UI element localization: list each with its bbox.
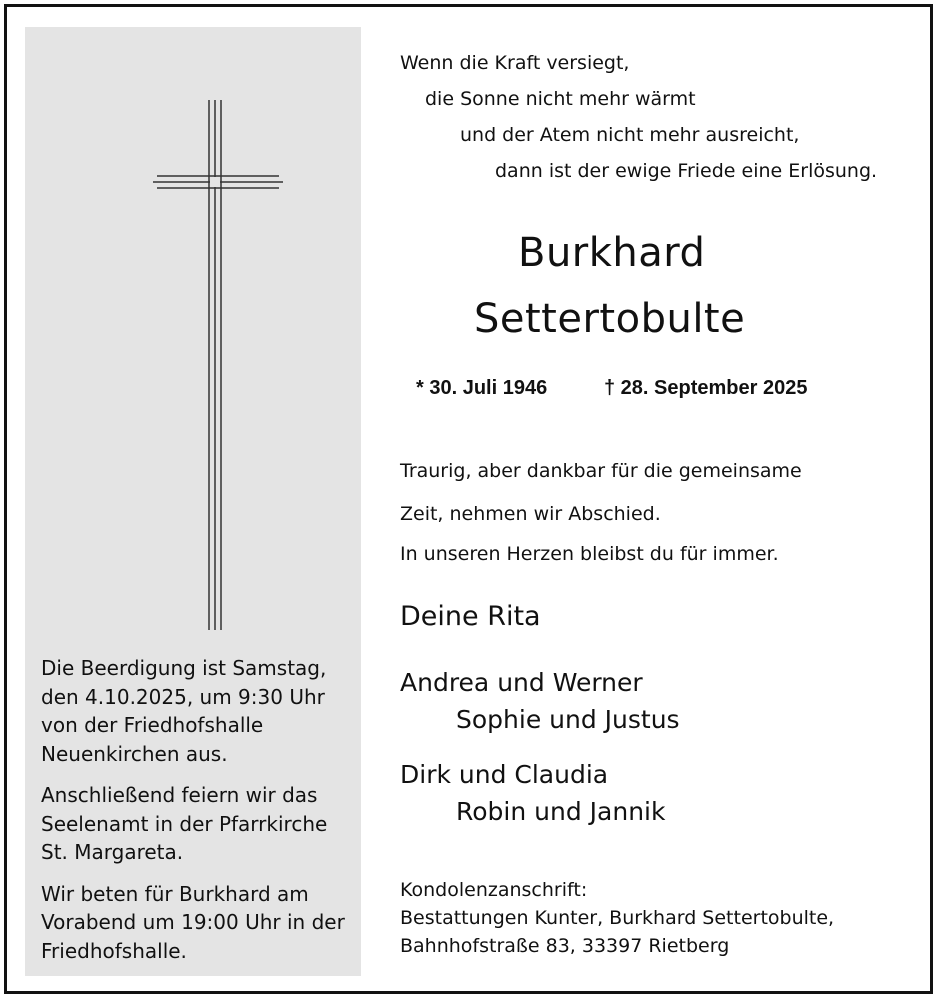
death-date: † 28. September 2025	[604, 377, 808, 399]
message-line-1: Traurig, aber dankbar für die gemeinsame	[400, 460, 802, 482]
deceased-last-name: Settertobulte	[474, 296, 746, 342]
funeral-paragraph-burial: Die Beerdigung ist Samstag, den 4.10.2025, um 9:30 Uhr von der Friedhofshalle Neuenkirchen aus.	[41, 656, 327, 766]
child-family-2: Dirk und Claudia	[400, 760, 609, 789]
poem-line-1: Wenn die Kraft versiegt,	[400, 52, 630, 74]
grandchildren-1: Sophie und Justus	[456, 705, 680, 734]
poem-line-2: die Sonne nicht mehr wärmt	[425, 88, 696, 110]
condolence-label: Kondolenzanschrift:	[400, 879, 588, 901]
message-line-3: In unseren Herzen bleibst du für immer.	[400, 543, 779, 565]
funeral-paragraph-prayer: Wir beten für Burkhard am Vorabend um 19:00 Uhr in der Friedhofshalle.	[41, 881, 345, 963]
cross-icon	[153, 100, 283, 630]
birth-date: * 30. Juli 1946	[416, 377, 548, 399]
funeral-info	[41, 654, 357, 978]
spouse-name: Deine Rita	[400, 601, 541, 632]
sidebar-panel	[25, 27, 361, 976]
poem-line-3: und der Atem nicht mehr ausreicht,	[460, 124, 800, 146]
grandchildren-2: Robin und Jannik	[456, 797, 666, 826]
condolence-address-1: Bestattungen Kunter, Burkhard Settertobulte,	[400, 907, 835, 929]
child-family-1: Andrea und Werner	[400, 668, 643, 697]
deceased-first-name: Burkhard	[518, 230, 706, 276]
funeral-paragraph-requiem: Anschließend feiern wir das Seelenamt in der Pfarrkirche St. Margareta.	[41, 783, 328, 864]
poem-line-4: dann ist der ewige Friede eine Erlösung.	[495, 160, 878, 182]
condolence-address-2: Bahnhofstraße 83, 33397 Rietberg	[400, 935, 730, 957]
message-line-2: Zeit, nehmen wir Abschied.	[400, 503, 661, 525]
